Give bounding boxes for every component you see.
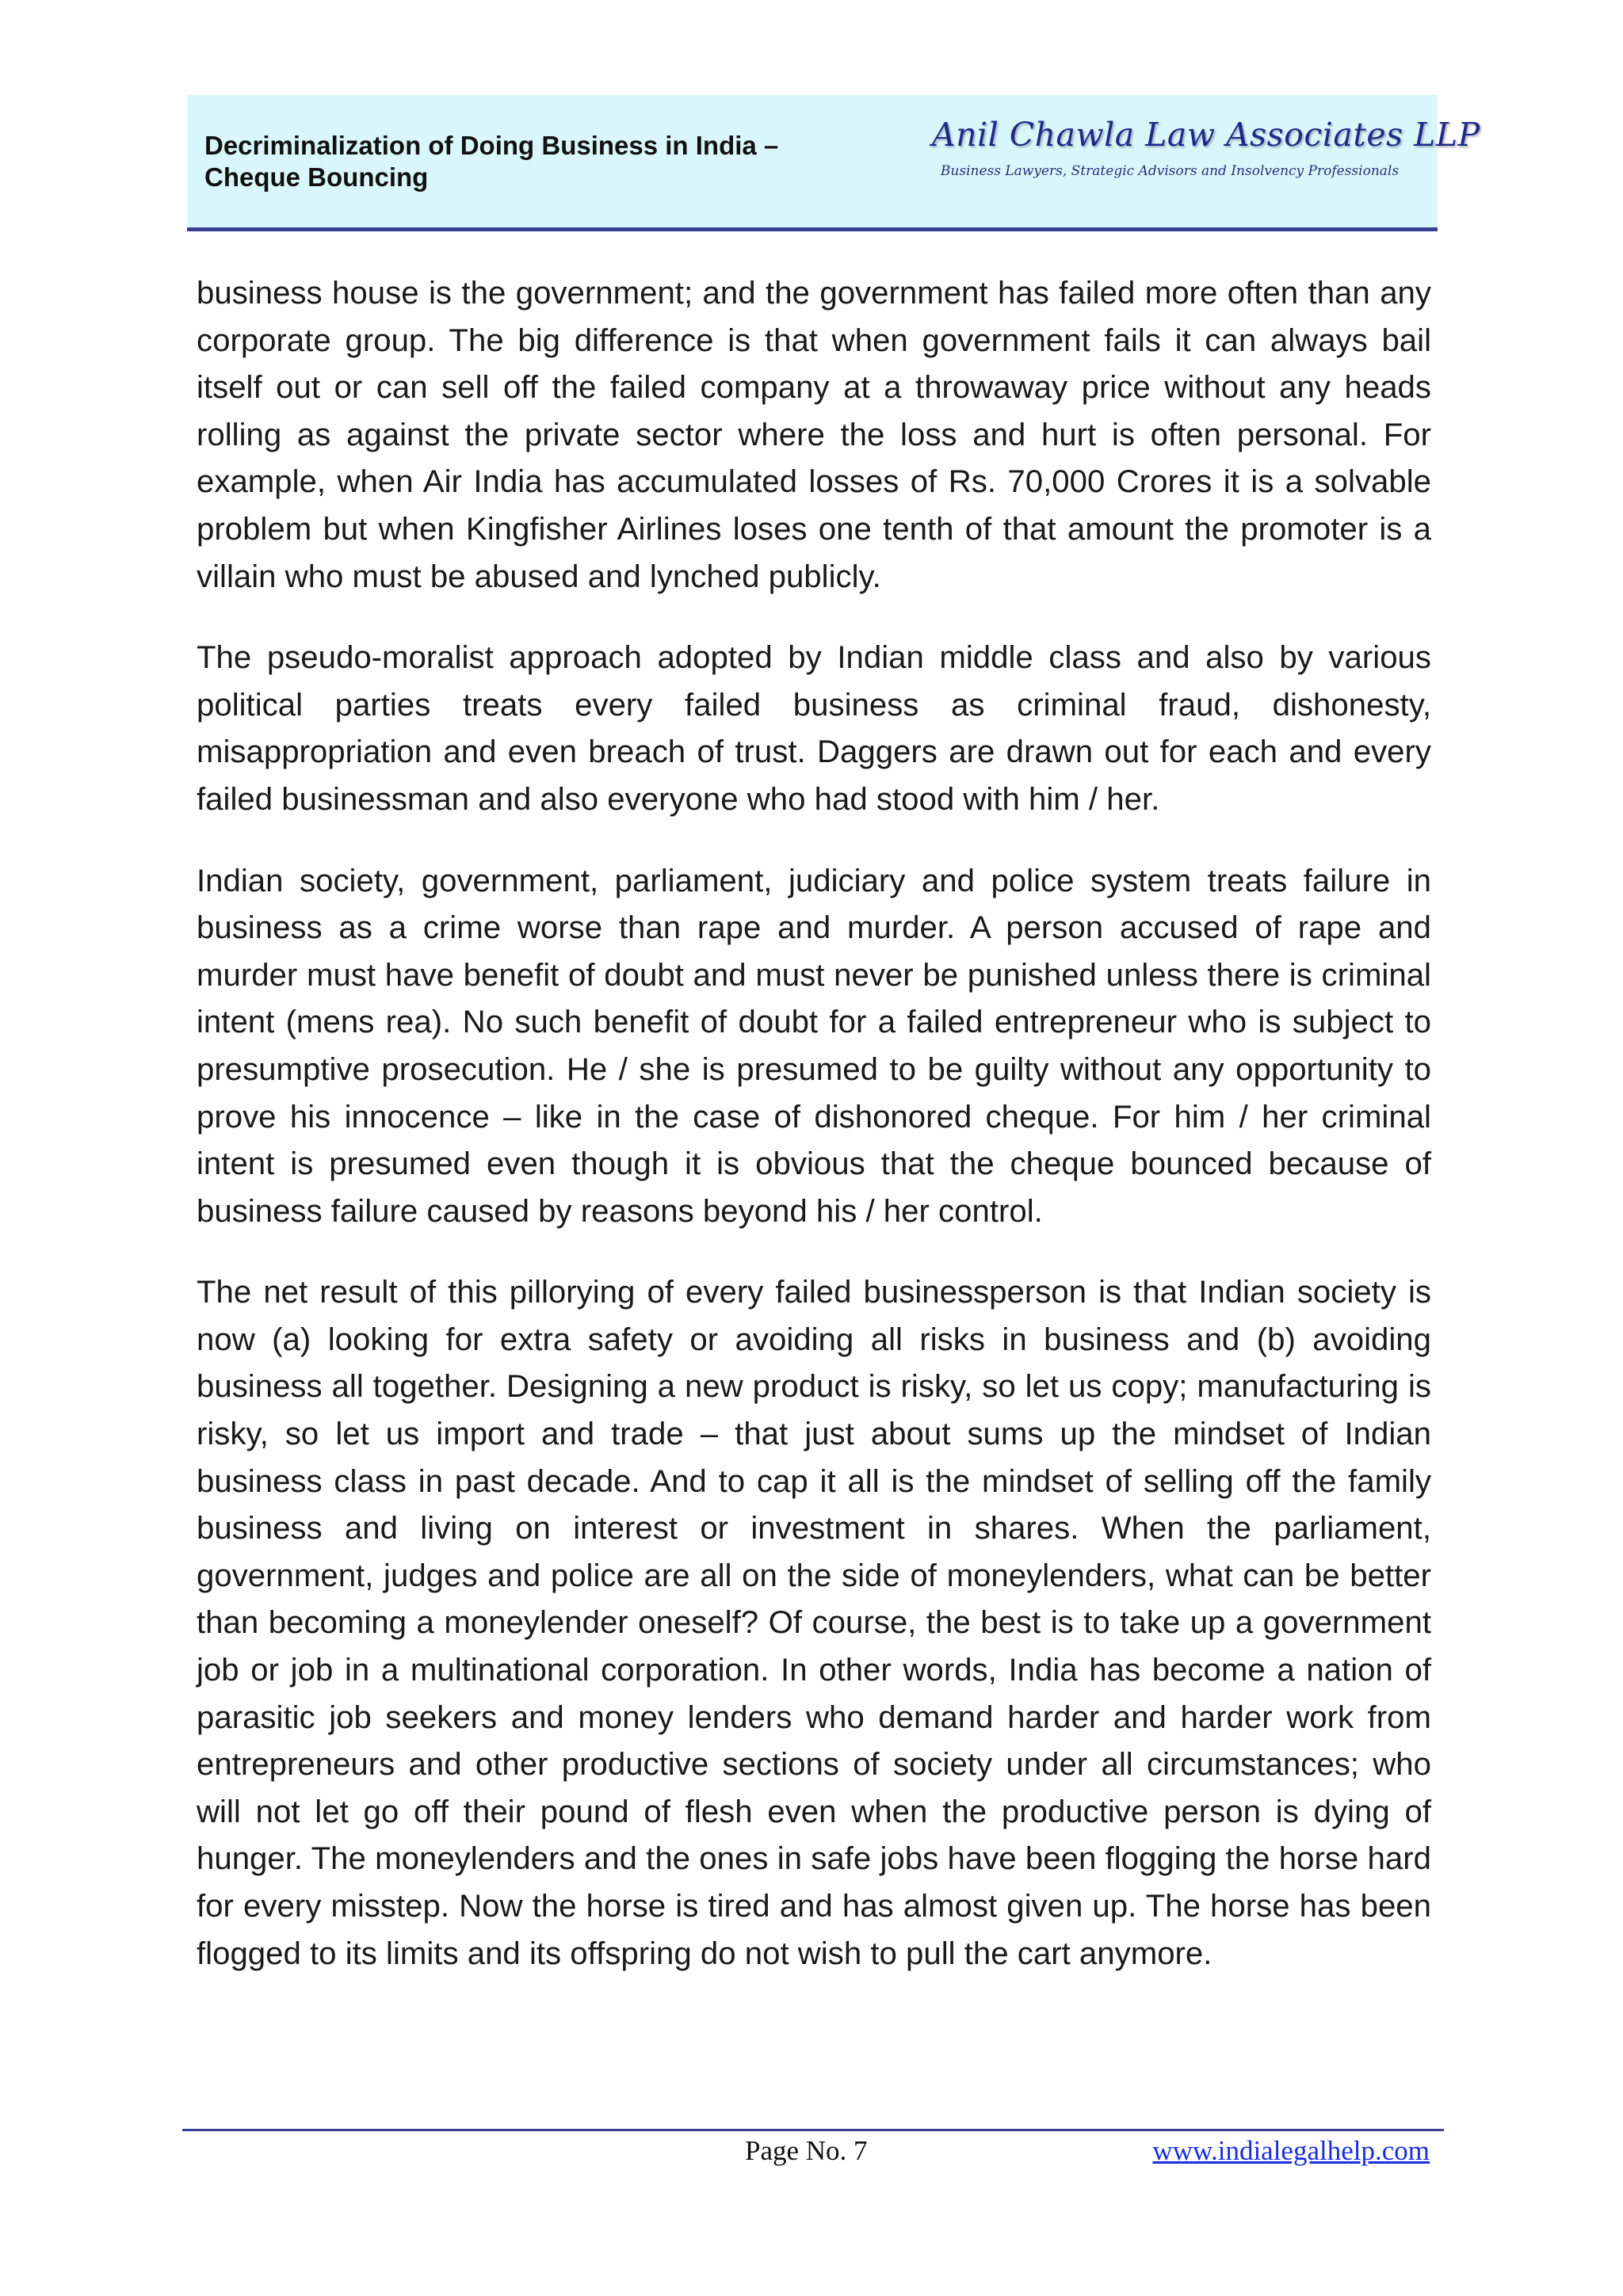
page-header: [187, 95, 1480, 231]
website-link[interactable]: www.indialegalhelp.com: [1152, 2135, 1430, 2166]
document-body: [197, 269, 1431, 2011]
body-paragraph-4: The net result of this pillorying of every failed businessperson is that Indian society is now (a) looking for extra safety or avoiding all risks in business and (b) avoiding business all together. Designing a new product is risky, so let us copy; manufacturing is risky, so let us import and trade – that just about sums up the mindset of Indian business class in past decade. And to cap it all is the mindset of selling off the family business and living on interest or investment in shares. When the parliament, government, judges and police are all on the side of moneylenders, what can be better than becoming a moneylender oneself? Of course, the best is to take up a government job or job in a multinational corporation. In other words, India has become a nation of parasitic job seekers and money lenders who demand harder and harder work from entrepreneurs and other productive sections of society under all circumstances; who will not let go off their pound of flesh even when the productive person is dying of hunger. The moneylenders and the ones in safe jobs have been flogging the horse hard for every misstep. Now the horse is tired and has almost given up. The horse has been flogged to its limits and its offspring do not wish to pull the cart anymore.: [197, 1274, 1431, 1971]
firm-tagline: Business Lawyers, Strategic Advisors and Insolvency Professionals: [940, 163, 1400, 179]
body-paragraph-3: Indian society, government, parliament, judiciary and police system treats failure in business as a crime worse than rape and murder. A person accused of rape and murder must have benefit of doubt and must never be punished unless there is criminal intent (mens rea). No such benefit of doubt for a failed entrepreneur who is subject to presumptive prosecution. He / she is presumed to be guilty without any opportunity to prove his innocence – like in the case of dishonored cheque. For him / her criminal intent is presumed even though it is obvious that the cheque bounced because of business failure caused by reasons beyond his / her control.: [197, 862, 1431, 1229]
firm-name: Anil Chawla Law Associates LLP: [932, 116, 1480, 154]
footer-divider: [182, 2129, 1444, 2131]
document-title: [204, 130, 854, 193]
body-paragraph-2: The pseudo-moralist approach adopted by Indian middle class and also by various political parties treats every failed business as criminal fraud, dishonesty, misappropriation and even breach of trust. Daggers are drawn out for each and every failed businessman and also everyone who had stood with him / her.: [197, 639, 1431, 817]
document-title-line-1: Decriminalization of Doing Business in India –: [204, 131, 779, 160]
firm-logo: [932, 113, 1480, 182]
document-title-line-2: Cheque Bouncing: [204, 162, 429, 192]
body-paragraph-1: business house is the government; and the government has failed more often than any corporate group. The big difference is that when government fails it can always bail itself out or can sell off the failed company at a throwaway price without any heads rolling as against the private sector where the loss and hurt is often personal. For example, when Air India has accumulated losses of Rs. 70,000 Crores it is a solvable problem but when Kingfisher Airlines loses one tenth of that amount the promoter is a villain who must be abused and lynched publicly.: [197, 275, 1431, 594]
page-number: Page No. 7: [745, 2135, 868, 2166]
